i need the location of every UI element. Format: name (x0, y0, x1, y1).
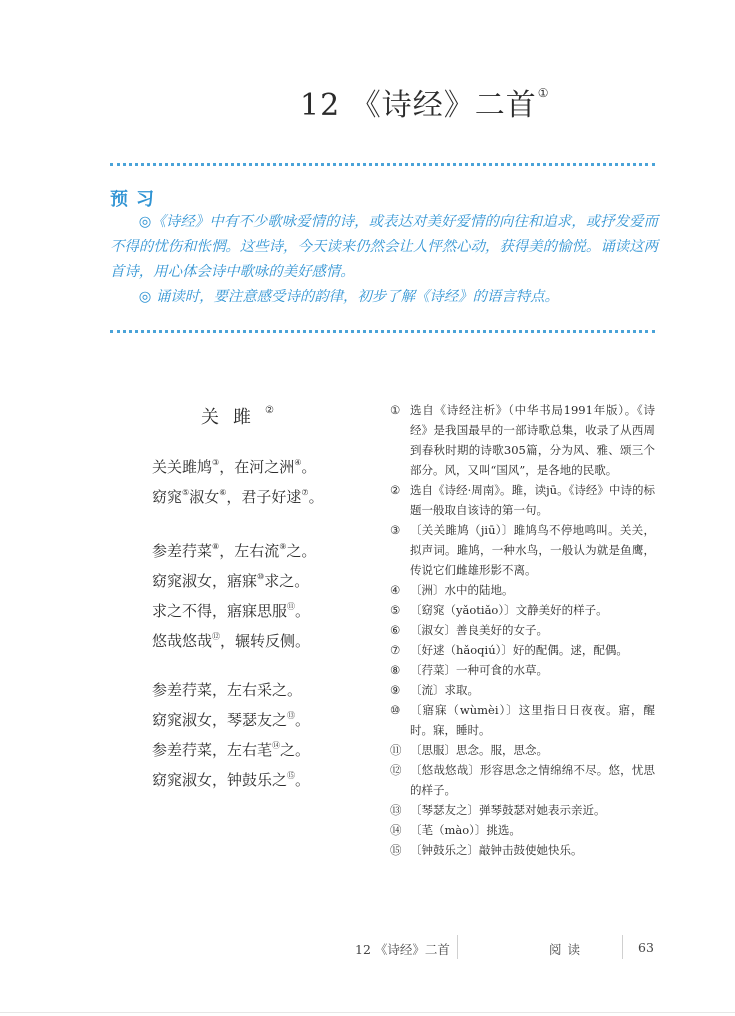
title-footnote-marker: ① (537, 86, 550, 100)
footnote-marker: ⑭ (272, 741, 281, 750)
poem-text: 。 (301, 458, 317, 476)
footnote-number: ⑦ (390, 643, 401, 657)
footnote-marker: ⑬ (287, 711, 296, 720)
footer-divider (622, 935, 623, 959)
footnote-text: 〔窈窕（yǎotiǎo）〕文静美好的样子。 (410, 603, 608, 617)
poem-line (152, 564, 324, 594)
footnote-marker: ⑪ (287, 602, 296, 611)
poem-text: 悠哉悠哉 (152, 632, 213, 650)
footnote-marker: ⑧ (212, 542, 220, 551)
footnote-item (390, 640, 655, 660)
preview-heading: 预习 (110, 189, 162, 210)
footnote-number: ⑭ (390, 823, 402, 837)
footer-lesson-label: 12 《诗经》二首 (355, 942, 450, 957)
footnote-item (390, 480, 655, 520)
poem-text: 参差荇菜 (152, 542, 213, 560)
poem-title-text: 关雎 (201, 407, 265, 428)
footnote-marker: ⑥ (219, 488, 227, 497)
footnote-number: ③ (390, 523, 401, 537)
dotted-divider-top (110, 163, 655, 166)
footnote-marker: ⑫ (212, 632, 221, 641)
footnote-text: 〔洲〕水中的陆地。 (410, 583, 514, 597)
poem-line (152, 703, 324, 733)
poem-text: ，辗转反侧。 (220, 632, 311, 650)
footnote-text: 〔流〕求取。 (410, 683, 479, 697)
poem-text: 。 (295, 771, 311, 789)
poem-text: 求之。 (264, 572, 310, 590)
footnote-number: ⑫ (390, 763, 402, 777)
poem-text: 窈窕淑女，钟鼓乐之 (152, 771, 288, 789)
poem-stanza (152, 678, 324, 793)
footnote-item (390, 600, 655, 620)
footnote-marker: ⑩ (257, 572, 265, 581)
footnote-text: 〔钟鼓乐之〕敲钟击鼓使她快乐。 (410, 843, 583, 857)
footnote-number: ⑮ (390, 843, 402, 857)
footnote-number: ⑧ (390, 663, 401, 677)
poem-line (152, 733, 324, 763)
preview-paragraph: ◎ 诵读时，要注意感受诗的韵律，初步了解《诗经》的语言特点。 (138, 289, 559, 305)
poem-text: 。 (308, 488, 324, 506)
footnote-text: 〔芼（mào）〕挑选。 (410, 823, 521, 837)
footnote-item (390, 680, 655, 700)
footnote-text: 〔关关雎鸠（jiū）〕雎鸠鸟不停地鸣叫。关关，拟声词。雎鸠，一种水鸟，一般认为就是鱼鹰，传说它们雌雄形影不离。 (410, 523, 655, 577)
poem-line (152, 763, 324, 793)
preview-paragraph: ◎《诗经》中有不少歌咏爱情的诗，或表达对美好爱情的向往和追求，或抒发爱而不得的忧伤和怅惘。这些诗，今天读来仍然会让人怦然心动，获得美的愉悦。诵读这两首诗，用心体会诗中歌咏的美好感情。 (110, 214, 658, 280)
poem-text: 之。 (286, 542, 317, 560)
footnote-number: ⑪ (390, 743, 402, 757)
poem-text: ，在河之洲 (219, 458, 295, 476)
footnote-item (390, 800, 655, 820)
poem-line (152, 534, 324, 564)
footnote-marker: ⑤ (182, 488, 190, 497)
poem-text: ，左右流 (219, 542, 280, 560)
footer-section-label: 阅读 (549, 942, 587, 957)
footnote-text: 〔好逑（hǎoqiú）〕好的配偶。逑，配偶。 (410, 643, 628, 657)
footnote-number: ⑨ (390, 683, 401, 697)
footnote-text: 〔悠哉悠哉〕形容思念之情绵绵不尽。悠，忧思的样子。 (410, 763, 655, 797)
footnote-text: 选自《诗经注析》（中华书局1991年版）。《诗经》是我国最早的一部诗歌总集，收录了从西周到春秋时期的诗歌305篇，分为风、雅、颂三个部分。风，又叫“国风”，是各地的民歌。 (410, 403, 655, 477)
footnote-marker: ⑮ (287, 771, 296, 780)
footnote-number: ⑬ (390, 803, 402, 817)
poem-text: 窈窕 (152, 488, 183, 506)
footnote-marker: ⑨ (279, 542, 287, 551)
footnote-number: ④ (390, 583, 401, 597)
footnote-number: ⑤ (390, 603, 401, 617)
poem-title (201, 403, 274, 429)
footnote-text: 〔琴瑟友之〕弹琴鼓瑟对她表示亲近。 (410, 803, 606, 817)
footnote-number: ⑥ (390, 623, 401, 637)
footnote-item (390, 840, 655, 860)
footnote-text: 选自《诗经·周南》。雎，读jū。《诗经》中诗的标题一般取自该诗的第一句。 (410, 483, 655, 517)
poem-line (152, 678, 324, 703)
lesson-title-text: 12 《诗经》二首 (300, 88, 537, 123)
footnote-item (390, 580, 655, 600)
footnote-marker: ④ (294, 458, 302, 467)
page-number: 63 (638, 940, 654, 955)
poem-body (152, 450, 324, 817)
poem-text: 窈窕淑女，寤寐 (152, 572, 258, 590)
footnote-number: ⑩ (390, 703, 401, 717)
footnote-text: 〔寤寐（wùmèi）〕这里指日日夜夜。寤，醒时。寐，睡时。 (410, 703, 655, 737)
footnote-item (390, 400, 655, 480)
poem-text: 参差荇菜，左右芼 (152, 741, 273, 759)
footnote-text: 〔思服〕思念。服，思念。 (410, 743, 548, 757)
poem-text: 淑女 (189, 488, 220, 506)
poem-text: 参差荇菜，左右采之。 (152, 681, 303, 699)
poem-line (152, 480, 324, 510)
poem-text: ，君子好逑 (226, 488, 302, 506)
footnote-marker: ③ (212, 458, 220, 467)
footnote-item (390, 760, 655, 800)
footnote-item (390, 740, 655, 760)
footnote-text: 〔荇菜〕一种可食的水草。 (410, 663, 548, 677)
poem-text: 。 (295, 602, 311, 620)
footnote-item (390, 660, 655, 680)
poem-line (152, 624, 324, 654)
footnote-item (390, 520, 655, 580)
poem-stanza (152, 450, 324, 510)
page-bottom-rule (0, 1012, 735, 1013)
poem-text: 关关雎鸠 (152, 458, 213, 476)
dotted-divider-bottom (110, 330, 655, 333)
poem-text: 之。 (280, 741, 311, 759)
lesson-title (300, 80, 549, 124)
footer-divider (457, 935, 458, 959)
poem-line (152, 594, 324, 624)
footnote-number: ① (390, 403, 401, 417)
preview-box (110, 210, 658, 310)
footnote-text: 〔淑女〕善良美好的女子。 (410, 623, 548, 637)
poem-text: 。 (295, 711, 311, 729)
footnote-number: ② (390, 483, 401, 497)
poem-line (152, 450, 324, 480)
footnote-item (390, 820, 655, 840)
poem-title-footnote-marker: ② (265, 405, 274, 416)
footnotes (390, 400, 655, 860)
poem-text: 求之不得，寤寐思服 (152, 602, 288, 620)
footnote-marker: ⑦ (301, 488, 309, 497)
footnote-item (390, 700, 655, 740)
poem-text: 窈窕淑女，琴瑟友之 (152, 711, 288, 729)
footnote-item (390, 620, 655, 640)
poem-stanza (152, 534, 324, 654)
